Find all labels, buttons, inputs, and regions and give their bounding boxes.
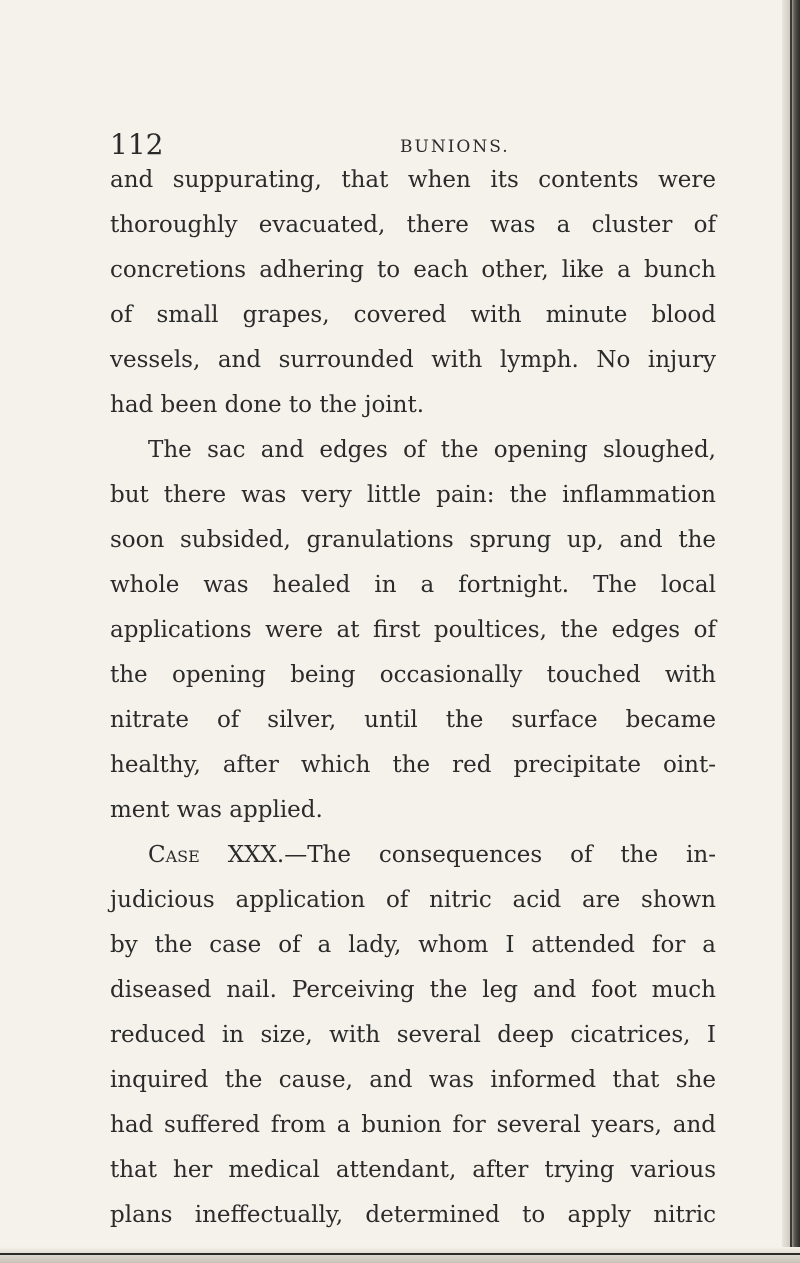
text-line: nitrate of silver, until the surface became — [110, 707, 716, 733]
text-line: and suppurating, that when its contents were — [110, 167, 716, 193]
case-line-rest: XXX.—The consequences of the in- — [199, 842, 716, 868]
text-line: ment was applied. — [110, 797, 323, 823]
text-line: whole was healed in a fortnight. The local — [110, 572, 716, 598]
text-line: of small grapes, covered with minute blood — [110, 302, 716, 328]
text-line: diseased nail. Perceiving the leg and foot much — [110, 977, 716, 1003]
text-line: judicious application of nitric acid are shown — [110, 887, 716, 913]
page-bottom-edge — [0, 1247, 800, 1263]
text-line: inquired the cause, and was informed that she — [110, 1067, 716, 1093]
case-label: Case — [148, 842, 200, 868]
text-line: the opening being occasionally touched with — [110, 662, 716, 688]
text-line: concretions adhering to each other, like a bunch — [110, 257, 716, 283]
text-line: that her medical attendant, after trying various — [110, 1157, 716, 1183]
bottom-shadow-line — [0, 1253, 800, 1255]
text-line: had suffered from a bunion for several years, and — [110, 1112, 716, 1138]
text-line: vessels, and surrounded with lymph. No injury — [110, 347, 716, 373]
binding-shadow-line — [790, 0, 792, 1263]
text-line: reduced in size, with several deep cicatrices, I — [110, 1022, 716, 1048]
text-line: plans ineffectually, determined to apply nitric — [110, 1202, 716, 1228]
text-line: by the case of a lady, whom I attended for a — [110, 932, 716, 958]
text-line: had been done to the joint. — [110, 392, 425, 418]
text-line: healthy, after which the red precipitate oint- — [110, 752, 716, 778]
case-heading-line — [110, 833, 716, 878]
text-line: but there was very little pain: the inflammation — [110, 482, 716, 508]
text-line: thoroughly evacuated, there was a cluster of — [110, 212, 716, 238]
text-line: The sac and edges of the opening sloughed, — [148, 437, 716, 463]
text-line: applications were at first poultices, the edges of — [110, 617, 716, 643]
text-line: soon subsided, granulations sprung up, and the — [110, 527, 716, 553]
running-head: BUNIONS. — [400, 137, 510, 157]
page-number: 112 — [110, 128, 164, 161]
body-text — [110, 158, 716, 1238]
